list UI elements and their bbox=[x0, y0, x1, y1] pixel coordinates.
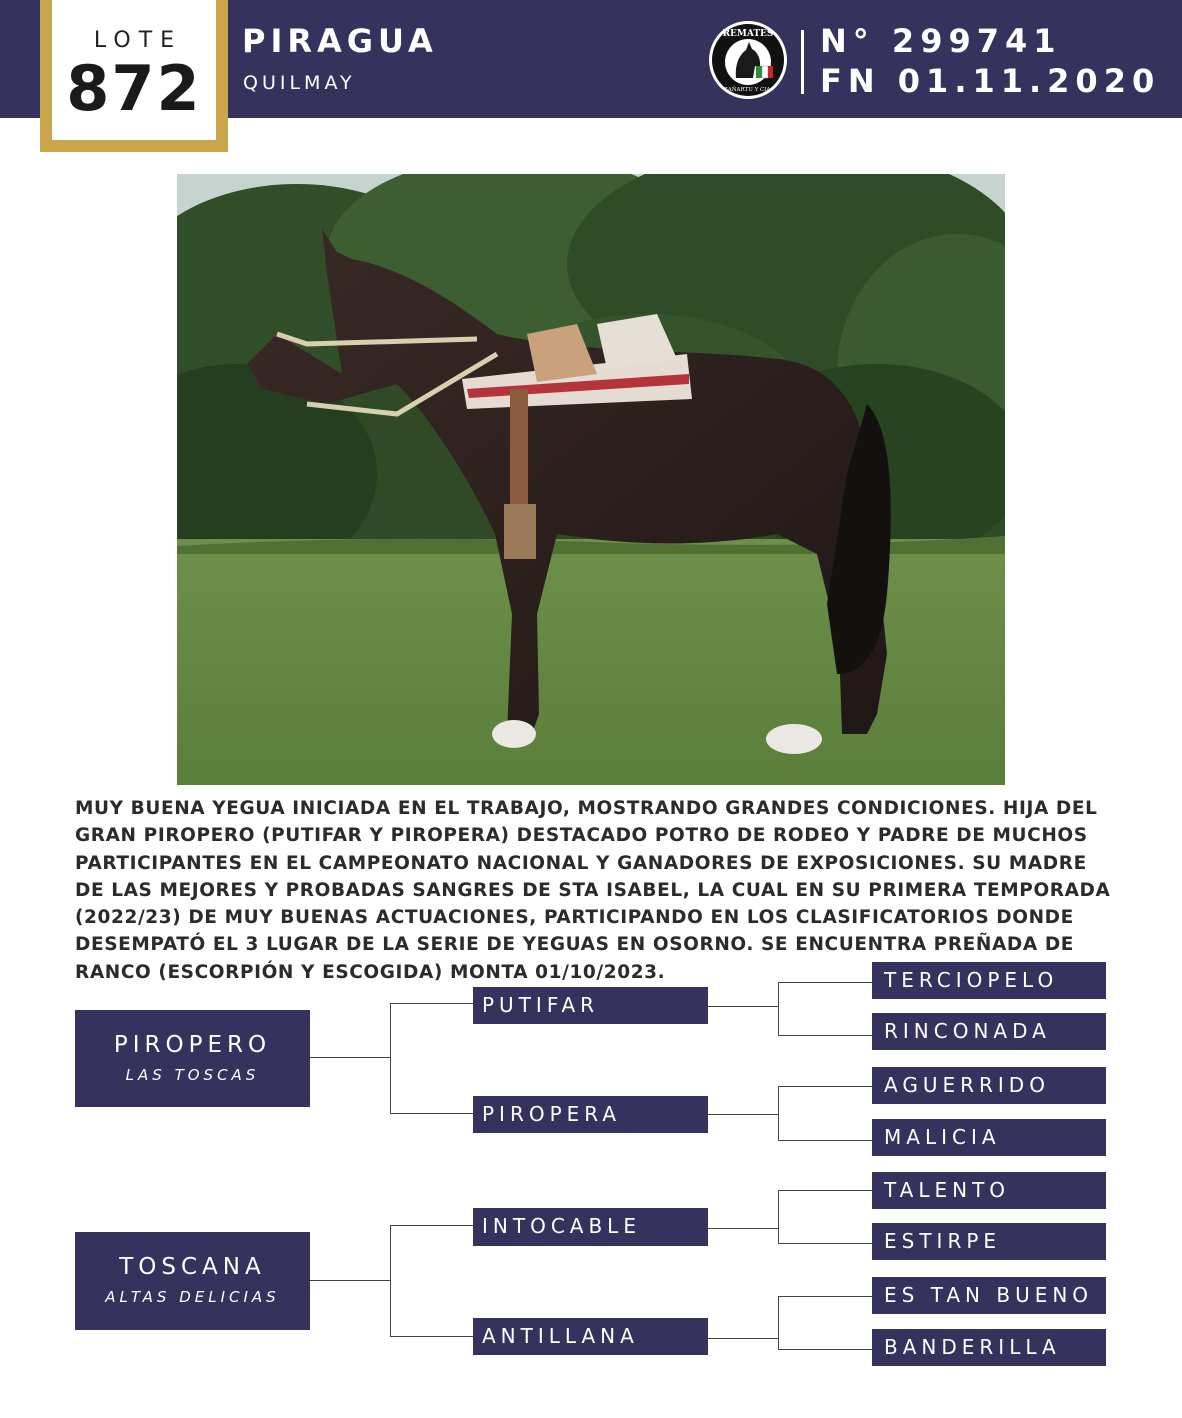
great-grandparent: ESTIRPE bbox=[872, 1223, 1106, 1260]
registration-number: N° 299741 bbox=[820, 22, 1062, 60]
sire-breeder: LAS TOSCAS bbox=[125, 1066, 260, 1084]
great-grandparent: RINCONADA bbox=[872, 1013, 1106, 1050]
dam-name: TOSCANA bbox=[119, 1254, 266, 1280]
great-grandparent: MALICIA bbox=[872, 1119, 1106, 1156]
remates-logo bbox=[708, 20, 788, 100]
lot-label: LOTE bbox=[93, 28, 183, 53]
header-divider bbox=[801, 30, 804, 94]
horse-name: PIRAGUA bbox=[242, 22, 438, 60]
great-grandparent: BANDERILLA bbox=[872, 1329, 1106, 1366]
great-grandparent: ES TAN BUENO bbox=[872, 1277, 1106, 1314]
birth-date: FN 01.11.2020 bbox=[820, 62, 1161, 100]
dam-breeder: ALTAS DELICIAS bbox=[105, 1288, 280, 1306]
lot-description: MUY BUENA YEGUA INICIADA EN EL TRABAJO, MOSTRANDO GRANDES CONDICIONES. HIJA DEL GRAN PIROPERO (PUTIFAR Y PIROPERA) DESTACADO POTRO DE RODEO Y PADRE DE MUCHOS PARTICIPANTES EN EL CAMPEONATO NACIONAL Y GANADORES DE EXPOSICIONES. SU MADRE DE LAS MEJORES Y PROBADAS SANGRES DE STA ISABEL, LA CUAL EN SU PRIMERA TEMPORADA (2022/23) DE MUY BUENAS ACTUACIONES, PARTICIPANDO EN LOS CLASIFICATORIOS DONDE DESEMPATÓ EL 3 LUGAR DE LA SERIE DE YEGUAS EN OSORNO. SE ENCUENTRA PREÑADA DE RANCO (ESCORPIÓN Y ESCOGIDA) MONTA 01/10/2023. bbox=[75, 798, 1111, 983]
pedigree-dam-dam: ANTILLANA bbox=[473, 1318, 708, 1355]
sire-name: PIROPERO bbox=[113, 1032, 272, 1058]
horse-photo bbox=[177, 174, 1005, 785]
lot-badge bbox=[40, 0, 228, 152]
svg-text:ZAÑARTU Y CIA.: ZAÑARTU Y CIA. bbox=[723, 87, 773, 93]
pedigree-dam bbox=[75, 1232, 310, 1330]
svg-text:REMATES: REMATES bbox=[722, 29, 774, 39]
great-grandparent: TALENTO bbox=[872, 1172, 1106, 1209]
lot-number: 872 bbox=[66, 52, 202, 125]
great-grandparent: AGUERRIDO bbox=[872, 1067, 1106, 1104]
great-grandparent: TERCIOPELO bbox=[872, 962, 1106, 999]
breeder-name: QUILMAY bbox=[243, 72, 356, 94]
pedigree-dam-sire: INTOCABLE bbox=[473, 1208, 708, 1246]
pedigree-sire-sire: PUTIFAR bbox=[473, 987, 708, 1024]
pedigree-sire-dam: PIROPERA bbox=[473, 1096, 708, 1133]
pedigree-sire bbox=[75, 1010, 310, 1107]
